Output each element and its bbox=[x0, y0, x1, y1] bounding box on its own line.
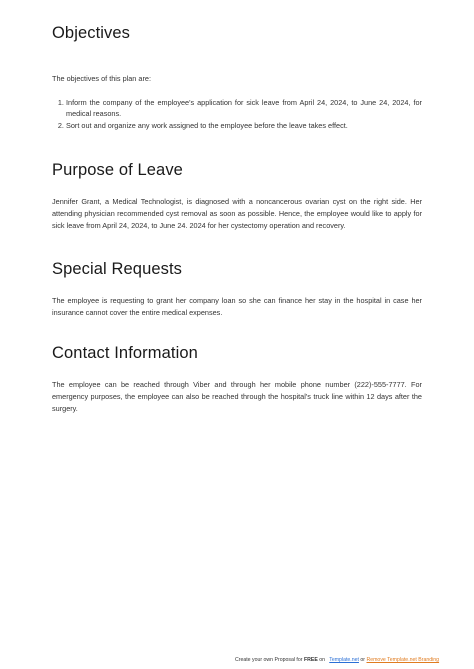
objectives-list bbox=[52, 97, 422, 132]
footer-on: on bbox=[319, 657, 326, 663]
purpose-section bbox=[52, 159, 422, 231]
footer-site-link[interactable]: Template.net bbox=[329, 657, 359, 663]
requests-section bbox=[52, 258, 422, 318]
objectives-heading: Objectives bbox=[52, 24, 131, 42]
purpose-heading: Purpose of Leave bbox=[52, 161, 183, 180]
purpose-body: Jennifer Grant, a Medical Technologist, is diagnosed with a noncancerous ovarian cyst on the right side. Her attending physician recommended cyst removal as soon as possible. Hence, the employee would like to apply for sick leave from April 24, 2024, to June 24. 2024 for her cystectomy operation and recovery. bbox=[52, 197, 422, 230]
contact-section bbox=[52, 342, 422, 414]
objectives-list-item: 2. Sort out and organize any work assigned to the employee before the leave takes effect. bbox=[66, 120, 422, 132]
footer-bar bbox=[0, 655, 474, 665]
footer-remove-branding-link[interactable]: Remove Template.net Branding bbox=[366, 657, 440, 663]
requests-heading: Special Requests bbox=[52, 260, 183, 279]
document-content bbox=[52, 22, 422, 414]
footer-prefix: Create your own Proposal for bbox=[235, 657, 303, 663]
requests-body: The employee is requesting to grant her company loan so she can finance her stay in the hospital in case her insurance cannot cover the entire medical expenses. bbox=[52, 296, 422, 317]
footer-text bbox=[235, 655, 439, 665]
objectives-intro: The objectives of this plan are: bbox=[52, 74, 151, 83]
contact-body: The employee can be reached through Viber and through her mobile phone number (222)-555-7777. For emergency purposes, the employee can also be reached through the hospital's truck line within 12 days after the surgery. bbox=[52, 380, 422, 413]
footer-or: or bbox=[360, 657, 366, 663]
objectives-section bbox=[52, 22, 422, 131]
footer-free: FREE bbox=[303, 657, 318, 663]
contact-heading: Contact Information bbox=[52, 344, 198, 363]
objectives-list-item: 1. Inform the company of the employee's application for sick leave from April 24, 2024, to June 24, 2024, for medical reasons. bbox=[66, 97, 422, 120]
